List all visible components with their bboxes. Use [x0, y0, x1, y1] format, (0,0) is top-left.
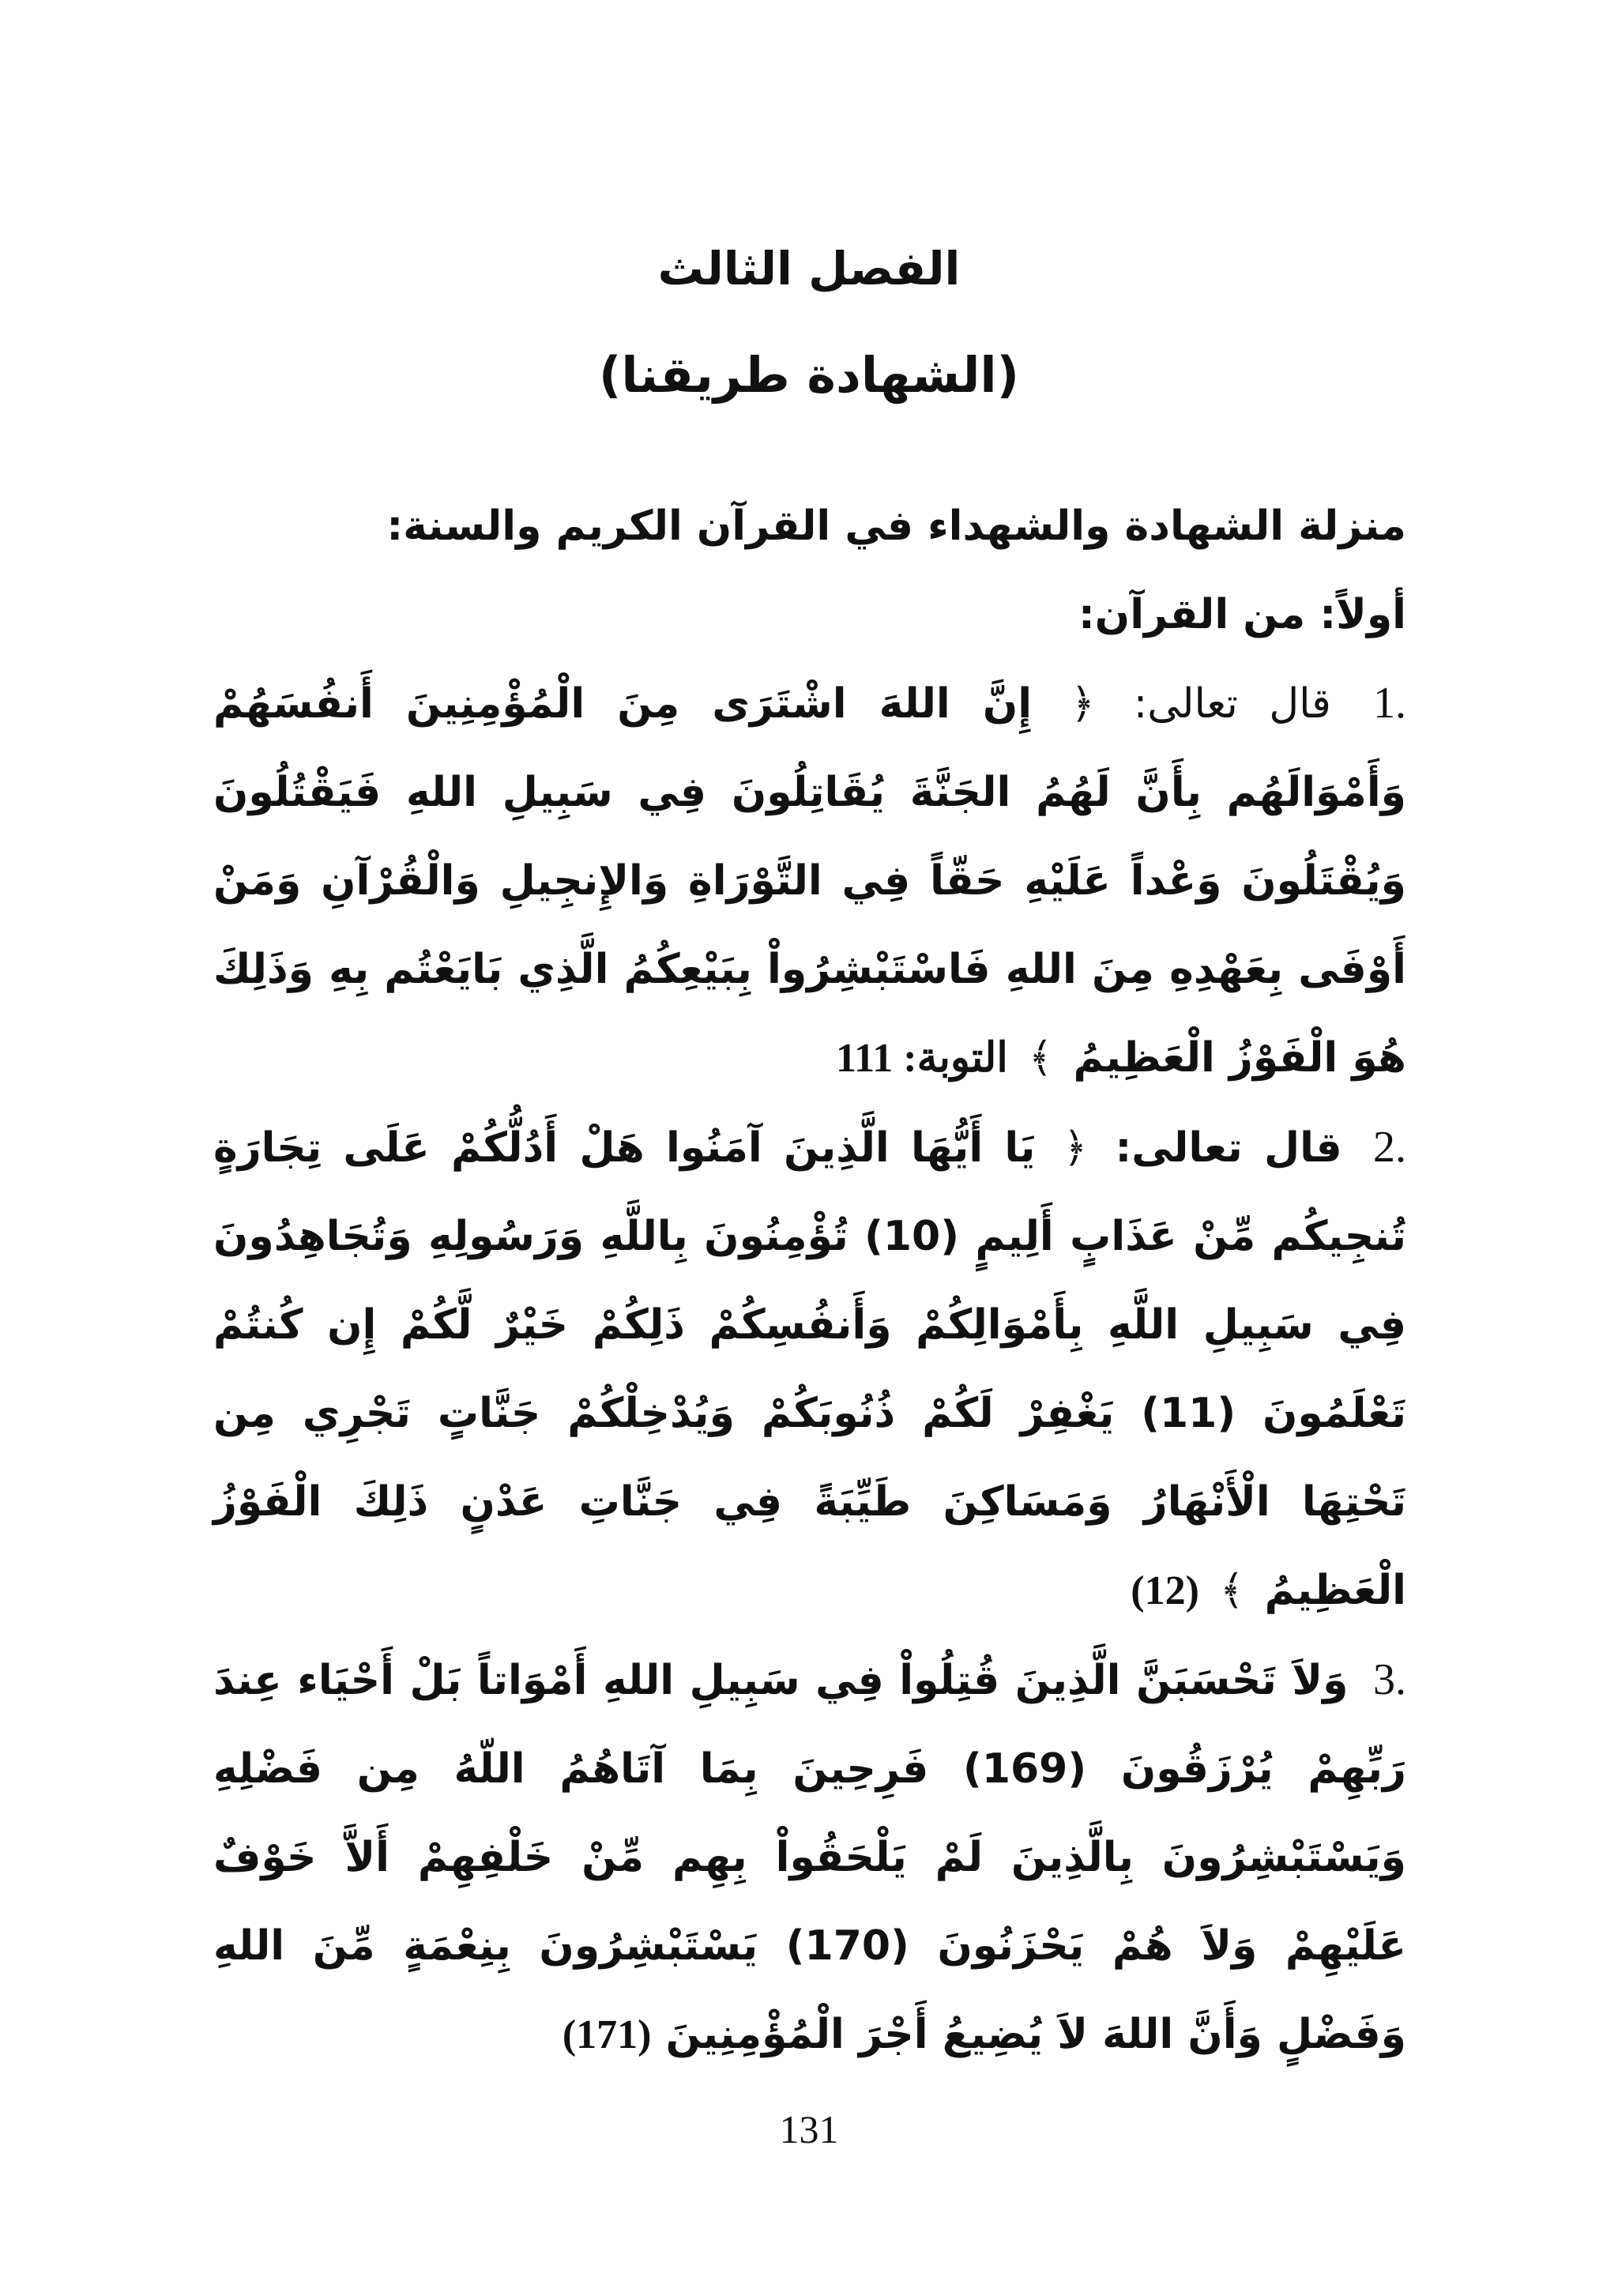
verse-intro: قال تعالى: [1133, 680, 1331, 728]
item-number: .2 [1373, 1123, 1406, 1172]
section-heading: منزلة الشهادة والشهداء في القرآن الكريم والسنة: [386, 502, 1406, 550]
list-item [213, 659, 1406, 1103]
verse-text: وَلاَ تَحْسَبَنَّ الَّذِينَ قُتِلُواْ فِي سَبِيلِ اللهِ أَمْوَاتاً بَلْ أَحْيَاء عِندَ رَبِّهِمْ يُرْزَقُونَ (169) فَرِحِينَ بِمَا آتَاهُمُ اللّهُ مِن فَضْلِهِ وَيَسْتَبْشِرُونَ بِالَّذِينَ لَمْ يَلْحَقُواْ بِهِم مِّنْ خَلْفِهِمْ أَلاَّ خَوْفٌ عَلَيْهِمْ وَلاَ هُمْ يَحْزَنُونَ (170) يَسْتَبْشِرُونَ بِنِعْمَةٍ مِّنَ اللهِ وَفَضْلٍ وَأَنَّ اللهَ لاَ يُضِيعُ أَجْرَ الْمُؤْمِنِينَ [213, 1657, 1406, 2058]
verse-text: يَا أَيُّهَا الَّذِينَ آمَنُوا هَلْ أَدُلُّكُمْ عَلَى تِجَارَةٍ تُنجِيكُم مِّنْ عَذَابٍ أَلِيمٍ (10) تُؤْمِنُونَ بِاللَّهِ وَرَسُولِهِ وَتُجَاهِدُونَ فِي سَبِيلِ اللَّهِ بِأَمْوَالِكُمْ وَأَنفُسِكُمْ ذَلِكُمْ خَيْرٌ لَّكُمْ إِن كُنتُمْ تَعْلَمُونَ (11) يَغْفِرْ لَكُمْ ذُنُوبَكُمْ وَيُدْخِلْكُمْ جَنَّاتٍ تَجْرِي مِن تَحْتِهَا الْأَنْهَارُ وَمَسَاكِنَ طَيِّبَةً فِي جَنَّاتِ عَدْنٍ ذَلِكَ الْفَوْزُ الْعَظِيمُ [213, 1124, 1406, 1614]
chapter-subtitle: (الشهادة طريقنا) [599, 346, 1019, 404]
list-item [213, 1103, 1406, 1635]
page-number: 131 [779, 2107, 839, 2151]
item-number: .1 [1373, 679, 1406, 728]
verse-reference: التوبة: 111 [835, 1036, 1008, 1081]
body-text [213, 482, 1406, 2080]
item-number: .3 [1373, 1655, 1407, 1704]
verse-reference: (12) [1131, 1568, 1199, 1613]
verse-text: إِنَّ اللهَ اشْتَرَى مِنَ الْمُؤْمِنِينَ أَنفُسَهُمْ وَأَمْوَالَهُم بِأَنَّ لَهُمُ الجَنَّةَ يُقَاتِلُونَ فِي سَبِيلِ اللهِ فَيَقْتُلُونَ وَيُقْتَلُونَ وَعْداً عَلَيْهِ حَقّاً فِي التَّوْرَاةِ وَالإِنجِيلِ وَالْقُرْآنِ وَمَنْ أَوْفَى بِعَهْدِهِ مِنَ اللهِ فَاسْتَبْشِرُواْ بِبَيْعِكُمُ الَّذِي بَايَعْتُم بِهِ وَذَلِكَ هُوَ الْفَوْزُ الْعَظِيمُ [213, 680, 1406, 1082]
ornate-bracket-open: ﴿ [1063, 1124, 1088, 1172]
subsection-heading: أولاً: من القرآن: [1078, 591, 1406, 638]
list-item [213, 1635, 1406, 2080]
verse-intro: قال تعالى: [1115, 1124, 1342, 1172]
ornate-bracket-open: ﴿ [1071, 680, 1095, 728]
verse-reference: (171) [562, 2012, 652, 2057]
ornate-bracket-close: ﴾ [1028, 1034, 1053, 1082]
chapter-title: الفصل الثالث [657, 242, 961, 295]
ornate-bracket-close: ﴾ [1220, 1567, 1244, 1614]
